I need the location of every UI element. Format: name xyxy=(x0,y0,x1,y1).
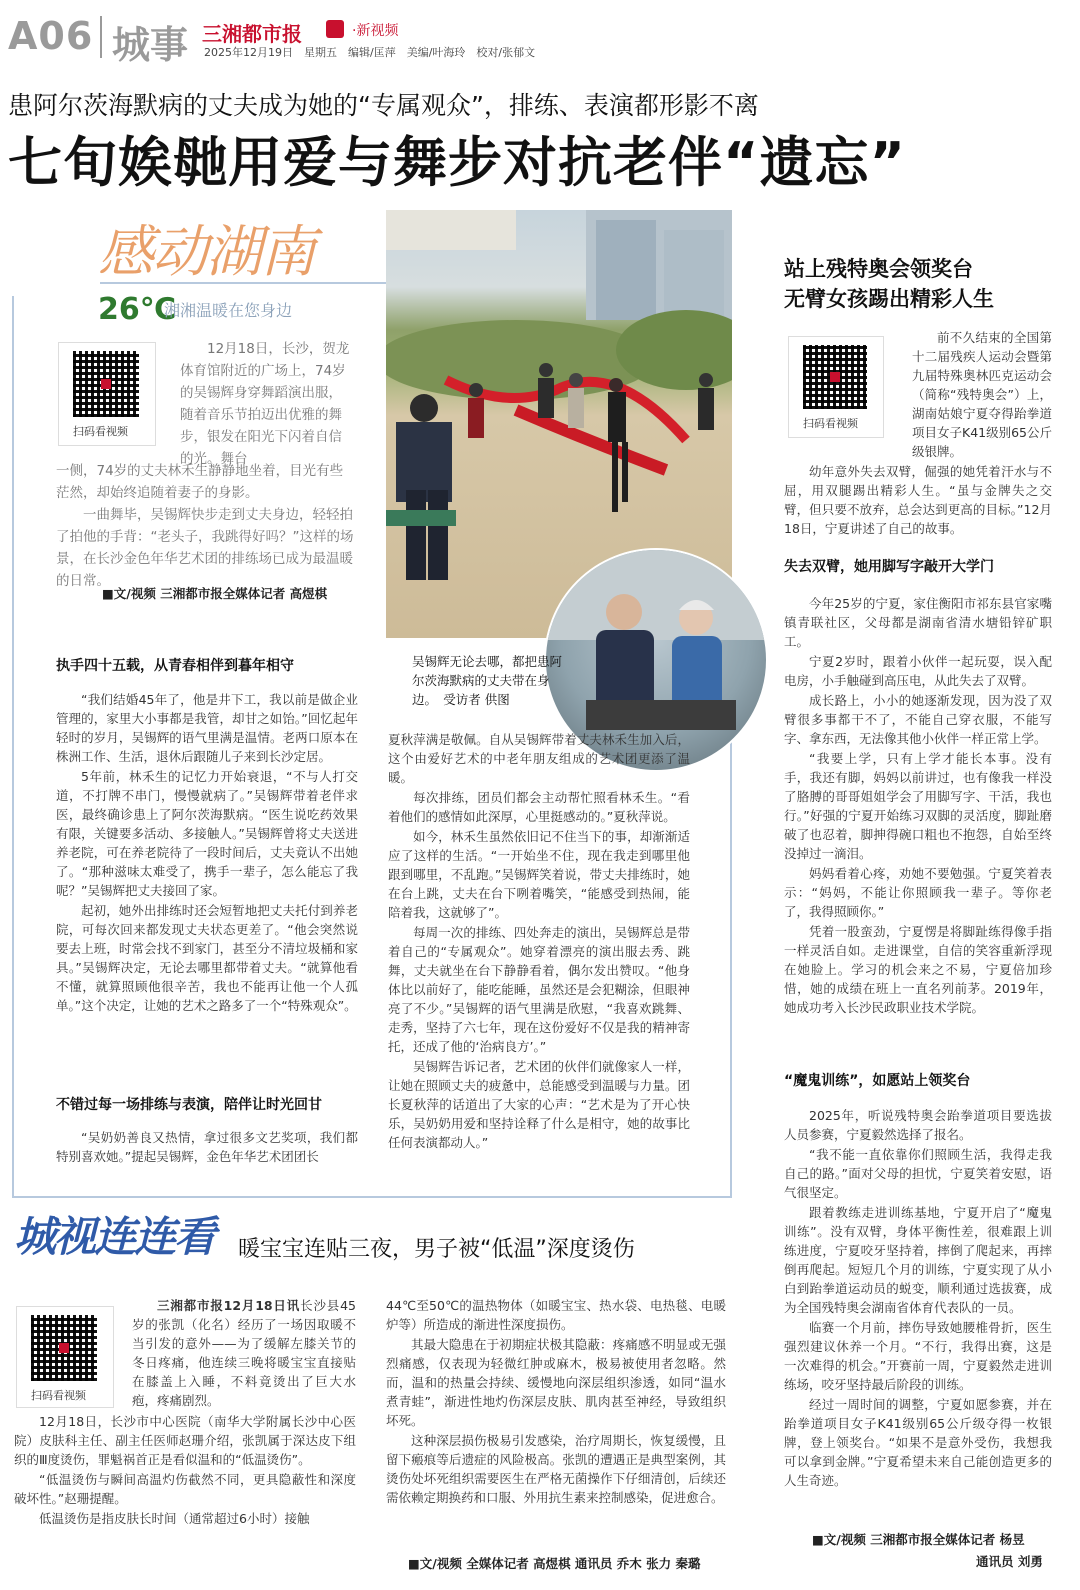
story1-col1 xyxy=(56,690,358,1016)
story1-lead-p1-rest: 一侧，74岁的丈夫林禾生静静地坐着，目光有些茫然，却始终追随着妻子的身影。 xyxy=(56,463,344,501)
story3-lead-dateline: 三湘都市报12月18日讯 xyxy=(157,1298,301,1313)
story2-byline2: 通讯员 刘勇 xyxy=(976,1554,1043,1569)
section-name: 城事 xyxy=(112,23,189,67)
story2-body1-p1: 今年25岁的宁夏，家住衡阳市祁东县官家嘴镇青联社区，父母都是湖南省清水塘铅锌矿职工。 xyxy=(784,596,1052,649)
story1-subhead2: 不错过每一场排练与表演，陪伴让时光回甘 xyxy=(56,1097,322,1113)
story2-subhead2: “魔鬼训练”，如愿站上领奖台 xyxy=(784,1073,971,1089)
story2-body1 xyxy=(784,594,1052,1018)
story2-title-line1: 站上残特奥会领奖台 xyxy=(784,257,973,281)
story3-title: 暖宝宝连贴三夜，男子被“低温”深度烫伤 xyxy=(238,1237,635,1262)
story2-body2-p4: 临赛一个月前，摔伤导致她腰椎骨折，医生强烈建议休养一个月。“不行，我得出赛，这是一次难得的机会。”开赛前一周，宁夏毅然走进训练场，咬牙坚持最后阶段的训练。 xyxy=(784,1320,1052,1392)
story3-colB-p1: 其最大隐患在于初期症状极其隐蔽：疼痛感不明显或无强烈痛感，仅表现为轻微红肿或麻木，极易被使用者忽略。然而，温和的热量会持续、缓慢地向深层组织渗透，如同“温水煮青蛙”，渐进性地灼伤深层皮肤、肌肉甚至神经，导致组织坏死。 xyxy=(386,1337,726,1428)
story2-body2-p3: 跟着教练走进训练基地，宁夏开启了“魔鬼训练”。没有双臂，身体平衡性差，很难跟上训练进度，宁夏咬牙坚持着，摔倒了爬起来，再摔倒再爬起。短短几个月的训练，宁夏实现了从小白到跆拳道运动员的蜕变，顺利通过选拔赛，成为全国残特奥会湖南省体育代表队的一员。 xyxy=(784,1205,1052,1315)
story3-colA xyxy=(14,1412,356,1529)
story3-colA-p2: “低温烫伤与瞬间高温灼伤截然不同，更具隐蔽性和深度破坏性。”赵珊提醒。 xyxy=(14,1472,356,1506)
story2-title xyxy=(784,254,994,314)
story2-body2-p5: 经过一周时间的调整，宁夏如愿参赛，并在跆拳道项目女子K41级别65公斤级夺得一枚银牌，登上领奖台。“如果不是意外受伤，我想我可以拿到金牌。”宁夏希望未来自己能创造更多的人生奇迹。 xyxy=(784,1397,1052,1488)
story1-col1-end-p: “吴奶奶善良又热情，拿过很多文艺奖项，我们都特别喜欢她。”提起吴锡辉，金色年华艺术团团长 xyxy=(56,1130,358,1164)
story3-colA-p1: 12月18日，长沙市中心医院（南华大学附属长沙中心医院）皮肤科主任、副主任医师赵珊介绍，张凯属于深达皮下组织的Ⅲ度烫伤，罪魁祸首正是看似温和的“低温烫伤”。 xyxy=(14,1414,356,1467)
story1-col1-p1: “我们结婚45年了，他是井下工，我以前是做企业管理的，家里大小事都是我管，却甘之如饴。”回忆起年轻时的岁月，吴锡辉的语气里满是温情。老两口原本在株洲工作、生活，退休后跟随儿子来到长沙定居。 xyxy=(56,692,358,764)
header-divider xyxy=(100,16,102,58)
story2-body1-p4: “我要上学，只有上学才能长本事。没有手，我还有脚，妈妈以前讲过，也有像我一样没了胳膊的哥哥姐姐学会了用脚写字、干活，我也行。”好强的宁夏开始练习双脚的灵活度，脚趾磨破了也忍着，脚抻得碗口粗也不抱怨，自始至终没掉过一滴泪。 xyxy=(784,751,1052,861)
story2-title-line2: 无臂女孩踢出精彩人生 xyxy=(784,287,994,311)
story1-subhead1: 执手四十五载，从青春相伴到暮年相守 xyxy=(56,658,294,674)
story2-byline1: ■文/视频 三湘都市报全媒体记者 杨昱 xyxy=(812,1532,1025,1547)
story3-lead-p xyxy=(132,1296,356,1410)
story3-colA-p3: 低温烫伤是指皮肤长时间（通常超过6小时）接触 xyxy=(39,1511,310,1526)
story1-col2-p2: 每次排练，团员们都会主动帮忙照看林禾生。“看着他们的感情如此深厚，心里挺感动的。”夏秋萍说。 xyxy=(388,790,690,824)
story3-lead-text: 长沙县45岁的张凯（化名）经历了一场因取暖不当引发的意外——为了缓解左膝关节的冬日疼痛，他连续三晚将暖宝宝直接贴在膝盖上入睡，不料竟烫出了巨大水疱，疼痛剧烈。 xyxy=(132,1298,357,1408)
story2-body1-p2: 宁夏2岁时，跟着小伙伴一起玩耍，误入配电房，小手触碰到高压电，从此失去了双臂。 xyxy=(784,654,1052,688)
story3-lead xyxy=(132,1296,356,1411)
brand-logo-icon xyxy=(326,20,344,38)
story1-col1-p2: 5年前，林禾生的记忆力开始衰退，“不与人打交道，不打牌不串门，慢慢就病了。”吴锡辉带着老伴求医，最终确诊患上了阿尔茨海默病。“医生说吃药效果有限，关键要多活动、多接触人。”吴锡辉曾将丈夫送进养老院，可在养老院待了一段时间后，丈夫竟认不出她了。“那种滋味太难受了，携手一辈子，怎么能忘了我呢？”吴锡辉把丈夫接回了家。 xyxy=(56,769,358,898)
story2-p2: 幼年意外失去双臂，倔强的她凭着汗水与不屈，用双腿踢出精彩人生。“虽与金牌失之交臂，但只要不放弃，总会达到更高的目标。”12月18日，宁夏讲述了自己的故事。 xyxy=(784,464,1052,536)
story1-col1-p3: 起初，她外出排练时还会短暂地把丈夫托付到养老院，可每次回来都发现丈夫状态更差了。“他会突然说要去上班，时常会找不到家门，甚至分不清垃圾桶和家具。”吴锡辉决定，无论去哪里都带着丈夫。“就算他看不懂，就算照顾他很辛苦，我也不能再让他一个人孤单。”这个决定，让她的艺术之路多了一个“特殊观众”。 xyxy=(56,903,358,1013)
column-logo-tagline: 湘湘温暖在您身边 xyxy=(164,301,293,320)
story2-body1-p6: 凭着一股蛮劲，宁夏愣是将脚趾练得像手指一样灵活自如。走进课堂，自信的笑容重新浮现在她脸上。学习的机会来之不易，宁夏倍加珍惜，她的成绩在班上一直名列前茅。2019年，她成功考入长沙民政职业技术学院。 xyxy=(784,924,1052,1015)
lead-spacer xyxy=(56,338,354,460)
qr-label-2: 扫码看视频 xyxy=(803,417,858,430)
column-logo-temp: 26℃ xyxy=(98,292,177,327)
qr-label: 扫码看视频 xyxy=(73,425,128,438)
story1-lead xyxy=(56,338,354,588)
story3-byline: ■文/视频 全媒体记者 高煜棋 通讯员 乔木 张力 秦璐 xyxy=(408,1556,701,1571)
story2-body1-p3: 成长路上，小小的她逐渐发现，因为没了双臂很多事都干不了，不能自己穿衣服，不能写字、拿东西，无法像其他小伙伴一样正常上学。 xyxy=(784,693,1052,746)
story3-colB-p0: 44℃至50℃的温热物体（如暖宝宝、热水袋、电热毯、电暖炉等）所造成的渐进性深度损伤。 xyxy=(386,1298,726,1332)
headline-kicker: 患阿尔茨海默病的丈夫成为她的“专属观众”，排练、表演都形影不离 xyxy=(8,91,759,120)
story1-byline: ■文/视频 三湘都市报全媒体记者 高煜棋 xyxy=(102,586,328,601)
story2-body2-p2: “我不能一直依靠你们照顾生活，我得走我自己的路。”面对父母的担忧，宁夏笑着安慰，语气很坚定。 xyxy=(784,1147,1052,1200)
qr-logo-icon xyxy=(59,1343,69,1353)
qr-label-3: 扫码看视频 xyxy=(31,1389,86,1402)
story3-colB-p2: 这种深层损伤极易引发感染，治疗周期长，恢复缓慢，且留下瘢痕等后遗症的风险极高。张凯的遭遇正是典型案例，其烫伤处坏死组织需要医生在严格无菌操作下仔细清创，后续还需依赖定期换药和口服、外用抗生素来控制感染，促进愈合。 xyxy=(386,1433,726,1505)
qr-code-block-2[interactable] xyxy=(788,336,884,438)
story1-col2 xyxy=(388,730,690,1153)
story1-col2-p1: 夏秋萍满是敬佩。自从吴锡辉带着丈夫林禾生加入后，这个由爱好艺术的中老年朋友组成的艺术团更添了温暖。 xyxy=(388,732,690,785)
brand-sub: ·新视频 xyxy=(352,23,399,39)
story1-col2-p5: 吴锡辉告诉记者，艺术团的伙伴们就像家人一样，让她在照顾丈夫的疲惫中，总能感受到温暖与力量。团长夏秋萍的话道出了大家的心声：“艺术是为了开心快乐，吴奶奶用爱和坚持诠释了什么是相守，她的故事比任何表演都动人。” xyxy=(388,1059,690,1150)
story1-lead-p2: 一曲舞毕，吴锡辉快步走到丈夫身边，轻轻拍了拍他的手背：“老头子，我跳得好吗？”这样的场景，在长沙金色年华艺术团的排练场已成为最温暖的日常。 xyxy=(56,507,354,588)
story2-intro xyxy=(784,462,1052,539)
story1-col2-p3: 如今，林禾生虽然依旧记不住当下的事，却渐渐适应了这样的生活。“一开始坐不住，现在我走到哪里他跟到哪里，不乱跑。”吴锡辉笑着说，带丈夫排练时，她在台上跳，丈夫在台下咧着嘴笑，“能感受到热闹，能陪着我，这就够了”。 xyxy=(388,829,690,920)
story1-col2-p4: 每周一次的排练、四处奔走的演出，吴锡辉总是带着自己的“专属观众”。她穿着漂亮的演出服去秀、跳舞，丈夫就坐在台下静静看着，偶尔发出赞叹。“他身体比以前好了，能吃能睡，虽然还是会犯糊涂，但眼神亮了不少。”吴锡辉的语气里满是欣慰，“我喜欢跳舞、走秀，坚持了六七年，现在这份爱好不仅是我的精神寄托，还成了他的‘治病良方’。” xyxy=(388,925,690,1054)
frame-mask xyxy=(10,200,100,296)
story2-body1-p5: 妈妈看着心疼，劝她不要勉强。宁夏笑着表示：“妈妈，不能让你照顾我一辈子。等你老了，我得照顾你。” xyxy=(784,866,1052,919)
column-logo-title: 感动湖南 xyxy=(98,220,314,285)
story2-subhead1: 失去双臂，她用脚写字敲开大学门 xyxy=(784,559,994,575)
story2-body2-p1: 2025年，听说残特奥会跆拳道项目要选拔人员参赛，宁夏毅然选择了报名。 xyxy=(784,1108,1052,1142)
story3-colB xyxy=(386,1296,726,1508)
story3-column-logo: 城视连连看 xyxy=(14,1212,215,1261)
headline-title: 七旬娭毑用爱与舞步对抗老伴“遗忘” xyxy=(8,131,906,194)
issue-meta: 2025年12月19日 星期五 编辑/匡萍 美编/叶海玲 校对/张郁文 xyxy=(204,46,536,59)
newspaper-brand: 三湘都市报 xyxy=(202,22,302,46)
story2-body2 xyxy=(784,1106,1052,1491)
story1-col1-end xyxy=(56,1128,358,1167)
page-number: A06 xyxy=(8,14,94,58)
qr-code-block-3[interactable] xyxy=(16,1306,114,1408)
photo-caption: 吴锡辉无论去哪，都把患阿尔茨海默病的丈夫带在身边。 受访者 供图 xyxy=(412,654,563,707)
story1-lead-p1-top: 12月18日，长沙，贺龙体育馆附近的广场上，74岁的吴锡辉身穿舞蹈演出服，随着音乐节拍迈出优雅的舞步，银发在阳光下闪着自信的光。舞台 xyxy=(180,341,350,467)
story2-lead-p: 前不久结束的全国第十二届残疾人运动会暨第九届特殊奥林匹克运动会（简称“残特奥会”）上，湖南姑娘宁夏夺得跆拳道项目女子K41级别65公斤级银牌。 xyxy=(912,330,1053,459)
story2-lead xyxy=(912,328,1052,462)
qr-logo-icon xyxy=(830,372,840,382)
